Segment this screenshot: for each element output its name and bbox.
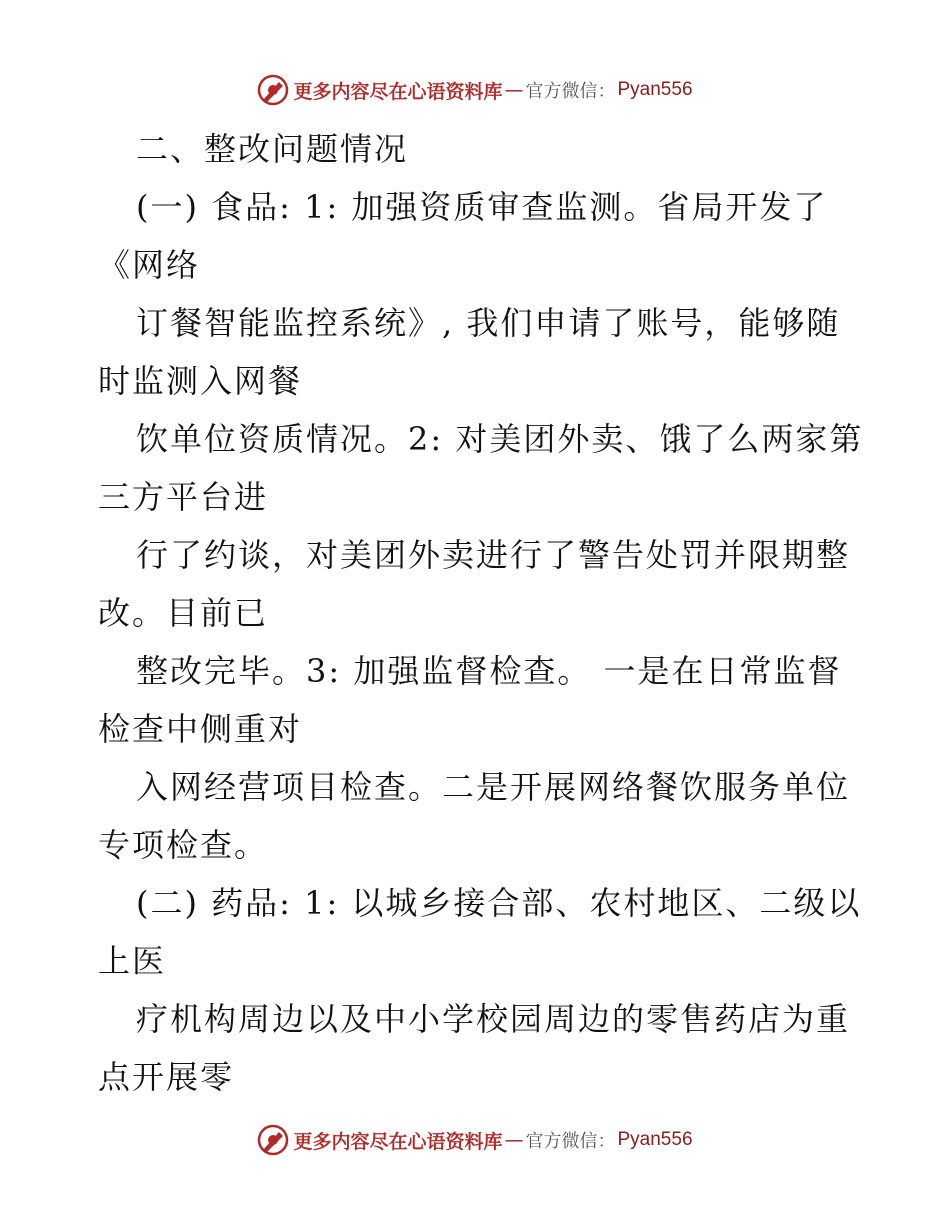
watermark-title: 更多内容尽在心语资料库 [293, 1130, 503, 1153]
watermark-separator: — [504, 79, 524, 101]
text-line: 点开展零 [98, 1058, 235, 1096]
text-line: 订餐智能监控系统》, 我们申请了账号，能够随 [136, 304, 841, 342]
pen-logo-icon [257, 1124, 289, 1156]
text-line: 三方平台进 [98, 478, 269, 516]
text-line: 疗机构周边以及中小学校园周边的零售药店为重 [136, 1000, 851, 1038]
text-line: (一) 食品: 1: 加强资质审查监测。省局开发了 [136, 188, 828, 226]
watermark-separator: — [504, 1129, 524, 1151]
text-line: 整改完毕。3: 加强监督检查。 一是在日常监督 [136, 652, 842, 690]
watermark-footer [0, 1120, 950, 1160]
watermark-header [0, 70, 950, 110]
text-line: 时监测入网餐 [98, 362, 303, 400]
text-line: 入网经营项目检查。二是开展网络餐饮服务单位 [136, 768, 851, 806]
pen-logo-icon [257, 74, 289, 106]
watermark-wechat-id: Pyan556 [617, 79, 693, 100]
text-line: 检查中侧重对 [98, 710, 303, 748]
section-heading: 二、整改问题情况 [136, 130, 409, 168]
watermark-label: 官方微信： [525, 1131, 616, 1152]
watermark-wechat-id: Pyan556 [617, 1129, 693, 1150]
text-line: 改。目前已 [98, 594, 269, 632]
text-line: 上医 [98, 942, 167, 980]
text-line: (二) 药品: 1: 以城乡接合部、农村地区、二级以 [136, 884, 862, 922]
watermark-label: 官方微信： [525, 81, 616, 102]
text-line: 饮单位资质情况。2: 对美团外卖、饿了么两家第 [136, 420, 864, 458]
watermark-title: 更多内容尽在心语资料库 [293, 80, 503, 103]
text-line: 专项检查。 [98, 826, 269, 864]
text-line: 行了约谈，对美团外卖进行了警告处罚并限期整 [136, 536, 851, 574]
text-line: 《网络 [98, 246, 201, 284]
